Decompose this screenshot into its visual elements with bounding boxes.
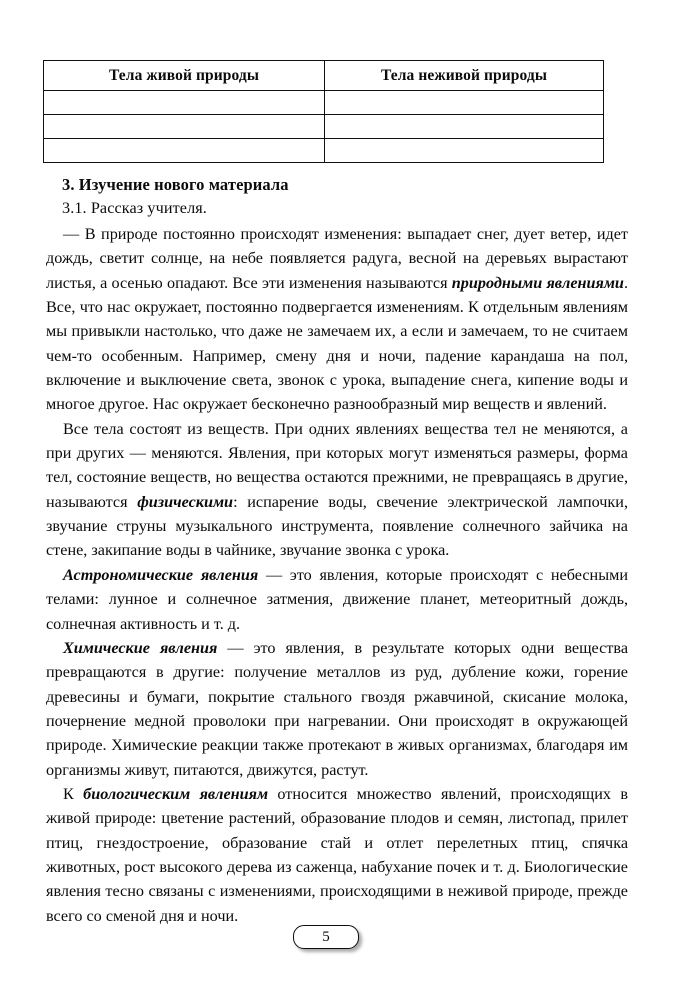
emphasis-term: Химические явления: [63, 638, 218, 657]
section-heading: 3. Изучение нового материала: [62, 175, 289, 194]
table-row[interactable]: [44, 91, 604, 115]
paragraph-text-before: К: [63, 784, 84, 803]
table-header-row: [44, 61, 604, 91]
page-number-label: 5: [322, 928, 330, 945]
body-text: [46, 222, 628, 928]
two-column-table: [43, 60, 601, 163]
emphasis-term: физическими: [137, 492, 234, 511]
paragraph-text-before: Все тела состоят из веществ. При одних явлениях вещества тел не меняются, а при других — меняются. Явления, при которых могут изменяться размеры, форма тел, состояние веществ, но вещества остаются прежними, не превращаясь в другие, называются: [46, 419, 628, 511]
paragraph-text-after: — это явления, в результате которых одни вещества превращаются в другие: получение металлов из руд, дубление кожи, горение древесины и бумаги, покрытие стального гвоздя ржавчиной, скисание молока, почернение медной проволоки при нагревании. Они происходят в окружающей природе. Химические реакции также протекают в живых организмах, благодаря им организмы живут, питаются, движутся, растут.: [46, 638, 628, 779]
table-cell-living-3[interactable]: [44, 139, 325, 163]
paragraph-biological-phenomena: [46, 782, 628, 928]
paragraph-chemical-phenomena: [46, 636, 628, 782]
table-row[interactable]: [44, 139, 604, 163]
table-header-living: Тела живой природы: [44, 61, 325, 91]
paragraph-text-after: относится множество явлений, происходящих в живой природе: цветение растений, образование плодов и семян, листопад, прилет птиц, гнездостроение, образование стай и отлет перелетных птиц, спячка животных, рост высокого дерева из саженца, набухание почек и т. д. Биологические явления тесно связаны с изменениями, происходящими в неживой природе, прежде всего со сменой дня и ночи.: [46, 784, 628, 925]
paragraph-text-after: . Все, что нас окружает, постоянно подвергается изменениям. К отдельным явлениям мы привыкли настолько, что даже не замечаем их, а если и замечаем, то не считаем чем-то особенным. Например, смену дня и ночи, падение карандаша на пол, включение и выключение света, звонок с урока, выпадение снега, кипение воды и многое другое. Нас окружает бесконечно разнообразный мир веществ и явлений.: [46, 273, 628, 414]
paragraph-natural-phenomena: [46, 222, 628, 417]
paragraph-text-after: — это явления, которые происходят с небесными телами: лунное и солнечное затмения, движение планет, метеоритный дождь, солнечная активность и т. д.: [46, 565, 628, 633]
table-row[interactable]: [44, 115, 604, 139]
table-cell-nonliving-1[interactable]: [325, 91, 604, 115]
emphasis-term: биологическим явлениям: [83, 784, 269, 803]
paragraph-text-after: : испарение воды, свечение электрической лампочки, звучание струны музыкального инструмента, появление солнечного зайчика на стене, закипание воды в чайнике, звучание звонка с урока.: [46, 492, 628, 560]
paragraph-astronomical-phenomena: [46, 563, 628, 636]
paragraph-physical-phenomena: [46, 417, 628, 563]
paragraph-text-before: — В природе постоянно происходят изменения: выпадает снег, дует ветер, идет дождь, светит солнце, на небе появляется радуга, весной на деревьях вырастают листья, а осенью опадают. Все эти изменения называются: [46, 225, 628, 292]
table-header-nonliving: Тела неживой природы: [325, 61, 604, 91]
page-number-badge: [293, 925, 359, 949]
emphasis-term: природными явлениями: [451, 273, 624, 292]
table-cell-nonliving-2[interactable]: [325, 115, 604, 139]
emphasis-term: Астрономические явления: [63, 565, 259, 584]
table-cell-living-1[interactable]: [44, 91, 325, 115]
table-cell-nonliving-3[interactable]: [325, 139, 604, 163]
table-cell-living-2[interactable]: [44, 115, 325, 139]
subsection-heading: 3.1. Рассказ учителя.: [62, 199, 207, 217]
